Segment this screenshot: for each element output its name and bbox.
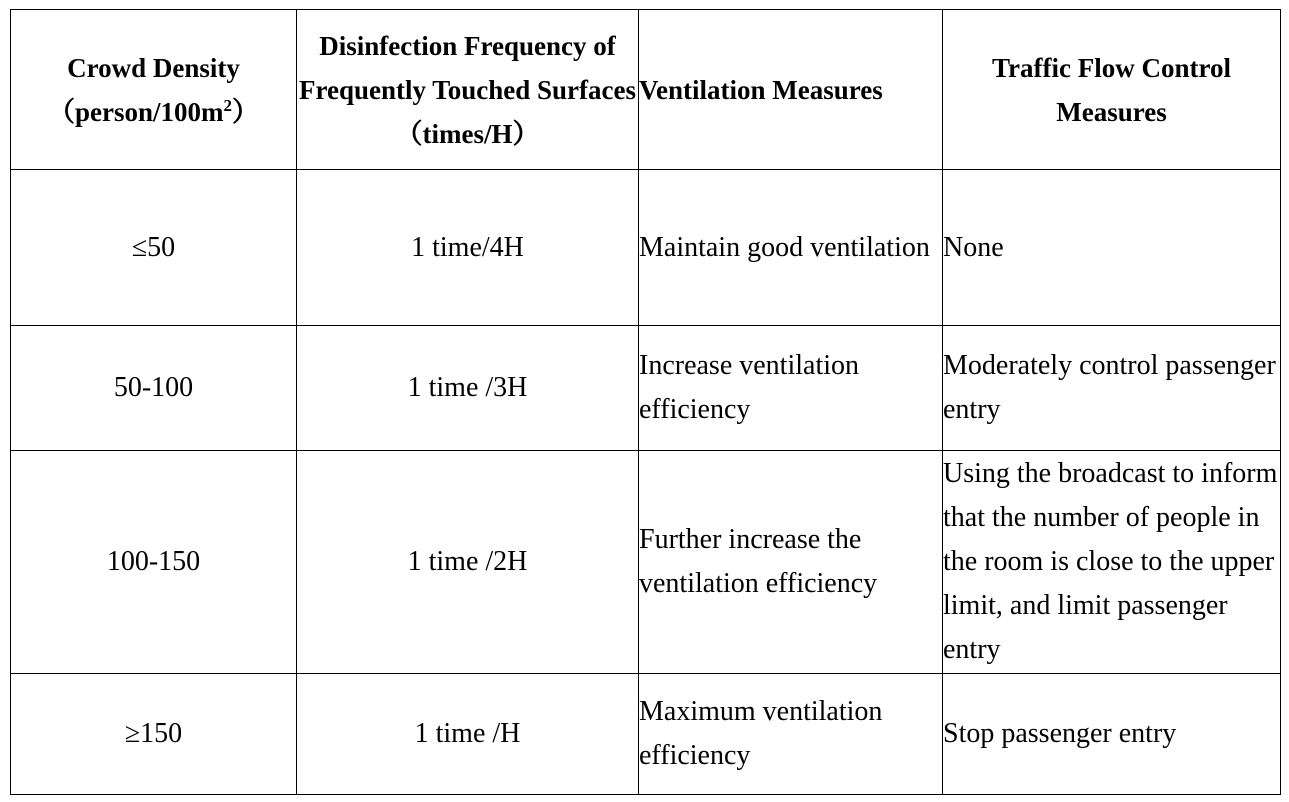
header-crowd-density-unit: （person/100m xyxy=(48,96,224,127)
cell-traffic: Stop passenger entry xyxy=(943,674,1281,795)
cell-ventilation: Increase ventilation efficiency xyxy=(639,326,943,451)
cell-traffic: Moderately control passenger entry xyxy=(943,326,1281,451)
table-row xyxy=(11,326,1281,451)
cell-disinfection: 1 time /H xyxy=(297,674,639,795)
cell-density: ≥150 xyxy=(11,674,297,795)
cell-ventilation: Maximum ventilation efficiency xyxy=(639,674,943,795)
cell-density: 50-100 xyxy=(11,326,297,451)
table-row xyxy=(11,451,1281,674)
table-row xyxy=(11,674,1281,795)
cell-disinfection: 1 time/4H xyxy=(297,170,639,326)
cell-traffic: None xyxy=(943,170,1281,326)
cell-density: ≤50 xyxy=(11,170,297,326)
crowd-density-table xyxy=(10,9,1281,795)
header-disinfection-frequency: Disinfection Frequency of Frequently Touched Surfaces（times/H） xyxy=(297,10,639,170)
header-row xyxy=(11,10,1281,170)
cell-disinfection: 1 time /2H xyxy=(297,451,639,674)
cell-ventilation: Maintain good ventilation xyxy=(639,170,943,326)
cell-ventilation: Further increase the ventilation efficiency xyxy=(639,451,943,674)
header-ventilation-measures: Ventilation Measures xyxy=(639,10,943,170)
header-crowd-density-line1: Crowd Density xyxy=(67,52,240,83)
header-crowd-density-unit-close: ） xyxy=(232,96,259,127)
cell-density: 100-150 xyxy=(11,451,297,674)
header-crowd-density-unit-sup: 2 xyxy=(223,95,232,115)
cell-traffic: Using the broadcast to inform that the number of people in the room is close to the upper limit, and limit passenger entry xyxy=(943,451,1281,674)
cell-disinfection: 1 time /3H xyxy=(297,326,639,451)
header-crowd-density xyxy=(11,10,297,170)
table-row xyxy=(11,170,1281,326)
header-traffic-flow-control: Traffic Flow Control Measures xyxy=(943,10,1281,170)
